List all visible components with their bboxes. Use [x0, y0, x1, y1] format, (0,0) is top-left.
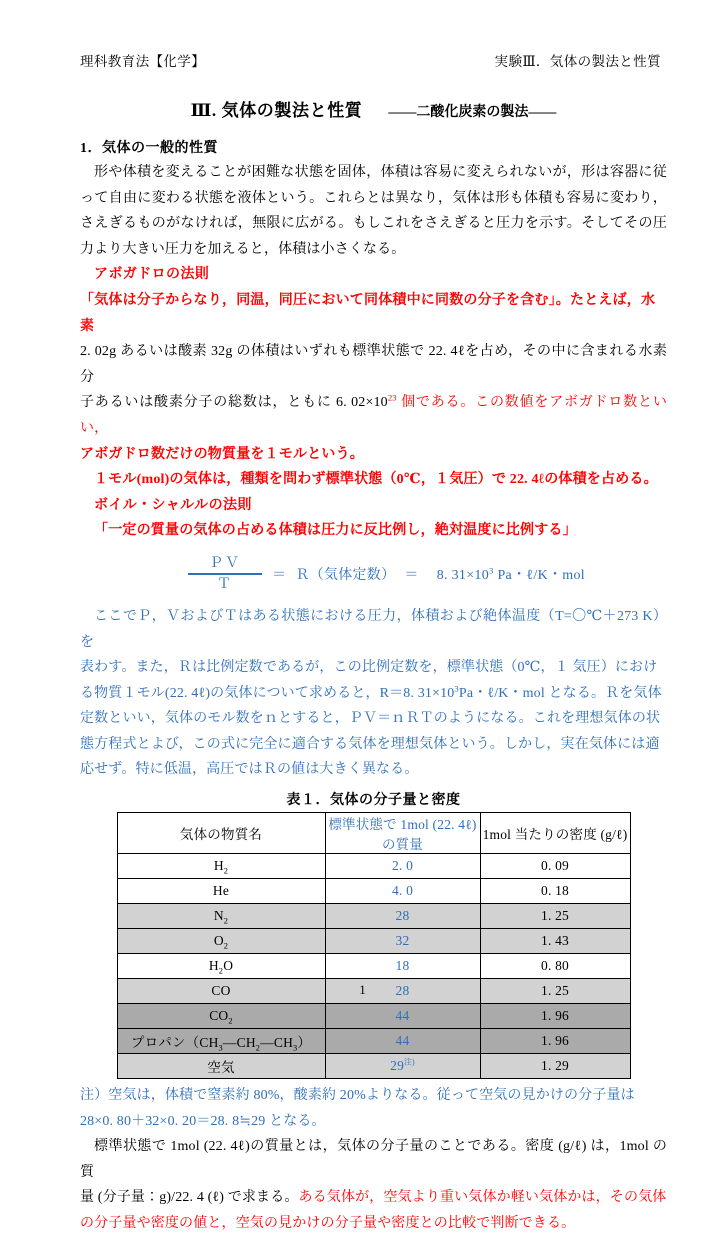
avogadro-body-3: アボガドロ数だけの物質量を１モルという。 [80, 446, 364, 462]
table-header-row [117, 813, 630, 854]
equation-right-side [272, 564, 585, 584]
equation-equals-1: ＝ [272, 567, 287, 583]
avogadro-body-2 [80, 390, 667, 441]
cell-molar-mass: 18 [325, 954, 480, 979]
propane-label-pre: プロパン（CH [130, 1035, 219, 1051]
equation-value-units: Pa・ℓ/K・mol [493, 567, 585, 583]
cell-molar-mass: 32 [325, 929, 480, 954]
boyle-charles-line-3-pre: る物質１モル(22. 4ℓ)の気体について求めると，R＝8. 31×10 [80, 685, 455, 701]
avogadro-body-2-post: 個である。この数値をアボガドロ数といい， [80, 395, 667, 436]
footnote-marker: 注) [404, 1057, 415, 1067]
table-header-mass: 標準状態で 1mol (22. 4ℓ)の質量 [325, 813, 480, 854]
section-1-paragraph: 形や体積を変えることが困難な状態を固体，体積は容易に変えられないが，形は容器に従って自由に変わる状態を液体という。これらとは異なり，気体は形も体積も容易に変わり，さえぎるものがなければ，無限に広がる。もしこれをさえぎると圧力を示す。そしてその圧力より大きい圧力を加えると，体積は小さくなる。 [80, 165, 667, 257]
propane-mid-1: —CH [222, 1035, 256, 1051]
table-row [117, 929, 630, 954]
cell-density: 1. 25 [480, 979, 630, 1004]
avogadro-exponent: 23 [387, 392, 397, 403]
equation-fraction [188, 556, 262, 592]
boyle-charles-para-line-3 [80, 681, 667, 707]
footnote-block [80, 1083, 667, 1237]
footnote-line-2: 28×0. 80＋32×0. 20＝28. 8≒29 となる。 [80, 1113, 326, 1129]
cell-gas-name: 空気 [117, 1054, 325, 1079]
subscript: 2 [255, 1043, 261, 1053]
table-row [117, 1054, 630, 1079]
running-head-right: 実験Ⅲ．気体の製法と性質 [494, 54, 661, 69]
subscript: 3 [293, 1043, 298, 1053]
table-row [117, 879, 630, 904]
closing-line-2-red: ある気体が，空気より重い気体か軽い気体かは，その気体 [298, 1190, 667, 1206]
table-row [117, 854, 630, 879]
cell-gas-name: $H_2O$ [117, 954, 325, 979]
avogadro-body-1: 2. 02g あるいは酸素 32g の体積はいずれも標準状態で 22. 4ℓを占め，その中に含まれる水素分 [80, 344, 667, 385]
boyle-charles-para-line-5: 態方程式とよび，この式に完全に適合する気体を理想気体という。しかし，実在気体には適 [80, 736, 660, 752]
cell-molar-mass: 28 [325, 979, 480, 1004]
cell-density: 1. 43 [480, 929, 630, 954]
boyle-charles-para-line-6: 応せず。特に低温，高圧ではＲの値は大きく異なる。 [80, 762, 419, 778]
equation-equals-2: ＝ [404, 567, 419, 583]
boyle-charles-law-title: ボイル・シャルルの法則 [94, 497, 252, 513]
subscript: 2 [223, 916, 229, 926]
boyle-charles-line-3-post: Pa・ℓ/K・mol となる。Ｒを気体 [458, 685, 662, 701]
boyle-charles-para-line-1: ここでＰ，ＶおよびＴはある状態における圧力，体積および絶体温度（T=〇℃＋273 K）を [80, 608, 667, 650]
table-row [117, 1004, 630, 1029]
boyle-charles-line-3-exponent: 3 [454, 683, 459, 694]
closing-line-2-black: 量 (分子量：g)/22. 4 (ℓ) で求まる。 [80, 1190, 299, 1206]
ideal-gas-equation [80, 546, 667, 602]
table-header-name: 気体の物質名 [117, 813, 325, 854]
table-row [117, 904, 630, 929]
avogadro-body-2-pre: 子あるいは酸素分子の総数は，ともに 6. 02×10 [80, 395, 388, 411]
page-title [80, 96, 667, 121]
subscript: 2 [218, 966, 224, 976]
avogadro-quote-line: 「気体は分子からなり，同温，同圧において同体積中に同数の分子を含む」。たとえば，水素 [80, 292, 656, 334]
cell-molar-mass: 28 [325, 904, 480, 929]
cell-gas-name: CO [117, 979, 325, 1004]
equation-value-pre: 8. 31×10 [436, 567, 490, 583]
subscript: 2 [223, 866, 229, 876]
cell-gas-name: $H_2$ [117, 854, 325, 879]
equation-numerator: ＰＶ [209, 555, 241, 571]
closing-para-line-2 [80, 1185, 667, 1211]
page-number: 1 [359, 982, 366, 997]
boyle-charles-para-line-4: 定数といい，気体のモル数をｎとすると，ＰＶ＝ｎＲＴのようになる。これを理想気体の状 [80, 711, 661, 727]
cell-density: 1. 29 [480, 1054, 630, 1079]
closing-para-line-3: の分子量や密度の値と，空気の見かけの分子量や密度との比較で判断できる。 [80, 1216, 576, 1232]
cell-molar-mass: 44 [325, 1029, 480, 1054]
gas-properties-table [117, 812, 631, 1079]
page-subtitle: ——二酸化炭素の製法—— [388, 105, 557, 120]
cell-density: 0. 18 [480, 879, 630, 904]
cell-molar-mass [325, 1054, 480, 1079]
cell-molar-mass: 4. 0 [325, 879, 480, 904]
cell-gas-name: $O_2$ [117, 929, 325, 954]
avogadro-law-title: アボガドロの法則 [94, 267, 210, 283]
closing-para-line-1: 標準状態で 1mol (22. 4ℓ)の質量とは，気体の分子量のことである。密度 (g/ℓ) は，1mol の質 [80, 1139, 667, 1180]
running-head [80, 50, 667, 70]
cell-density: 1. 96 [480, 1004, 630, 1029]
avogadro-mol-line: １モル(mol)の気体は，種類を問わず標準状態（0℃，１気圧）で 22. 4ℓの体積を占める。 [94, 472, 658, 488]
propane-mid-2: —CH [260, 1035, 294, 1051]
subscript: 3 [218, 1043, 223, 1053]
cell-density: 0. 09 [480, 854, 630, 879]
cell-density: 0. 80 [480, 954, 630, 979]
footnote-line-1: 注）空気は，体積で窒素約 80%，酸素約 20%よりなる。従って空気の見かけの分子量は [80, 1088, 635, 1104]
propane-label-post: ） [297, 1035, 312, 1051]
subscript: 2 [228, 1016, 233, 1026]
page-title-main: Ⅲ. 気体の製法と性質 [190, 101, 363, 120]
cell-molar-mass: 44 [325, 1004, 480, 1029]
cell-gas-name: He [117, 879, 325, 904]
equation-denominator: Ｔ [217, 576, 233, 592]
cell-gas-name [117, 1029, 325, 1054]
table-caption: 表１．気体の分子量と密度 [286, 793, 461, 809]
cell-density: 1. 96 [480, 1029, 630, 1054]
table-row [117, 1029, 630, 1054]
cell-molar-mass: 2. 0 [325, 854, 480, 879]
table-header-density: 1mol 当たりの密度 (g/ℓ) [480, 813, 630, 854]
equation-r-label: Ｒ（気体定数） [295, 567, 396, 583]
cell-gas-name: $N_2$ [117, 904, 325, 929]
air-mass-value: 29 [390, 1058, 405, 1074]
cell-gas-name: $CO_2$ [117, 1004, 325, 1029]
running-head-left: 理科教育法【化学】 [80, 54, 206, 69]
subscript: 2 [223, 941, 229, 951]
section-heading-1: 1．気体の一般的性質 [80, 141, 218, 156]
cell-density: 1. 25 [480, 904, 630, 929]
table-row [117, 954, 630, 979]
equation-value-exponent: 3 [489, 565, 494, 576]
boyle-charles-quote: 「一定の質量の気体の占める体積は圧力に反比例し，絶対温度に比例する」 [94, 523, 577, 539]
boyle-charles-para-line-2: 表わす。また，Ｒは比例定数であるが，この比例定数を，標準状態（0℃，１ 気圧）におけ [80, 660, 658, 676]
fraction-bar [188, 573, 262, 575]
